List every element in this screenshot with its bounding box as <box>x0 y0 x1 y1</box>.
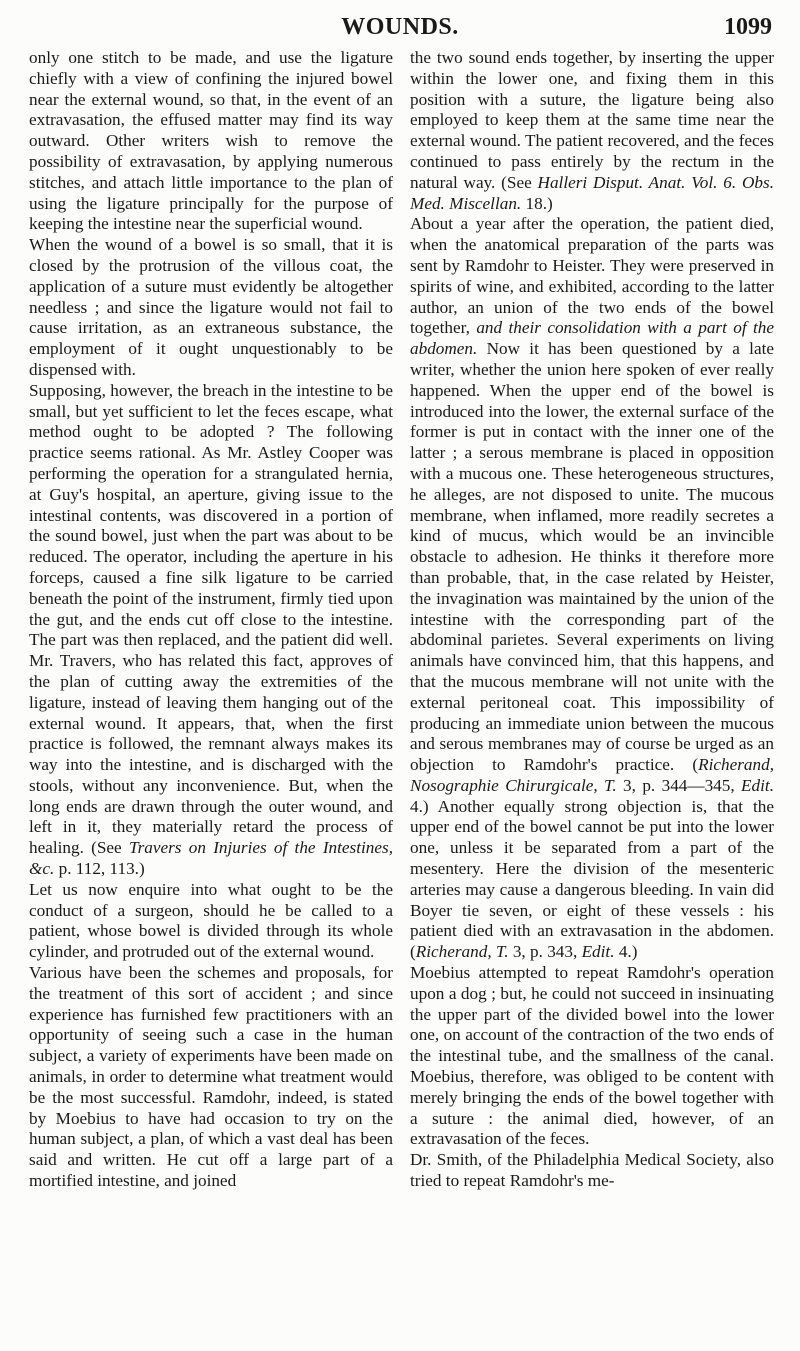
paragraph: Dr. Smith, of the Philadelphia Medical Society, also tried to repeat Ramdohr's me- <box>410 1150 774 1191</box>
paragraph <box>410 48 774 214</box>
running-head <box>0 14 800 48</box>
paragraph <box>410 214 774 963</box>
page-number: 1099 <box>724 14 772 40</box>
citation: Travers on Injuries of the Intestines, &c. <box>29 838 393 879</box>
citation: Edit. <box>741 775 774 795</box>
paragraph-text: p. 112, 113.) <box>54 859 145 879</box>
page-title: WOUNDS. <box>341 14 459 40</box>
paragraph-text: 3, p. 343, <box>508 942 582 962</box>
paragraph-text: the two sound ends together, by inserting the upper within the lower one, and fixing them in this position with a suture, the ligature being also employed to keep them at the same time near the external wound. The patient recovered, and the feces continued to pass entirely by the rectum in the natural way. (See <box>410 48 774 192</box>
citation: Richerand, T. <box>415 942 509 962</box>
paragraph-text: Now it has been questioned by a late writer, whether the union here spoken of ever really happened. When the upper end of the bowel is introduced into the lower, the external surface of the former is put in contact with the inner one of the latter ; a serous membrane is placed in opposition with a mucous one. These heterogeneous structures, he alleges, are not disposed to unite. The mucous membrane, when inflamed, more readily secretes a kind of mucus, which would be an invincible obstacle to adhesion. He thinks it therefore more than probable, that, in the case related by Heister, the invagination was maintained by the union of the intestine with the corresponding part of the abdominal parietes. Several experiments on living animals have convinced him, that this happens, and that the mucous membrane will not unite with the external peritoneal coat. This impossibility of producing an immediate union between the mucous and serous membranes may of course be urged as an objection to Ramdohr's practice. ( <box>410 339 774 775</box>
paragraph-text: Supposing, however, the breach in the intestine to be small, but yet sufficient to let the feces escape, what method ought to be adopted ? The following practice seems rational. As Mr. Astley Cooper was performing the operation for a strangulated hernia, at Guy's hospital, an aperture, giving issue to the intestinal contents, was discovered in a portion of the sound bowel, just when the part was about to be reduced. The operator, including the aperture in his forceps, caused a fine silk ligature to be carried beneath the point of the instrument, firmly tied upon the gut, and the ends cut off close to the intestine. The part was then replaced, and the patient did well. Mr. Travers, who has related this fact, approves of the plan of cutting away the extremities of the ligature, instead of leaving them hanging out of the external wound. It appears, that, when the first practice is followed, the remnant always makes its way into the intestine, and is discharged with the stools, without any inconvenience. But, when the long ends are drawn through the outer wound, and left in it, they materially retard the process of healing. (See <box>29 380 393 858</box>
paragraph-text: 3, p. 344—345, <box>616 775 742 795</box>
emphasis: and their consolidation with a part of the abdomen. <box>410 318 774 359</box>
paragraph: When the wound of a bowel is so small, that it is closed by the protrusion of the villous coat, the application of a suture must evidently be altogether needless ; and since the ligature would not fail to cause irritation, as an extraneous substance, the employment of it ought unquestionably to be dispensed with. <box>29 235 393 379</box>
paragraph: Moebius attempted to repeat Ramdohr's operation upon a dog ; but, he could not succeed in insinuating the upper part of the divided bowel into the lower one, on account of the contraction of the two ends of the intestinal tube, and the smallness of the canal. Moebius, therefore, was obliged to be content with merely bringing the ends of the bowel together with a suture : the animal died, however, of an extravasation of the feces. <box>410 963 774 1149</box>
paragraph: Various have been the schemes and proposals, for the treatment of this sort of accident ; and since experience has furnished few practitioners with an opportunity of seeing such a case in the human subject, a variety of experiments have been made on animals, in order to determine what treatment would be the most successful. Ramdohr, indeed, is stated by Moebius to have had occasion to try on the human subject, a plan, of which a vast deal has been said and written. He cut off a large part of a mortified intestine, and joined <box>29 963 393 1191</box>
paragraph-text: 4.) Another equally strong objection is, that the upper end of the bowel cannot be put into the lower one, unless it be separated from a part of the mesentery. Here the division of the mesenteric arteries may cause a dangerous bleeding. In vain did Boyer tie seven, or eight of these vessels : his patient died with an extravasation in the abdomen. ( <box>410 796 774 962</box>
paragraph: only one stitch to be made, and use the ligature chiefly with a view of confining the injured bowel near the external wound, so that, in the event of an extravasation, the effused matter may find its way outward. Other writers wish to remove the possibility of extravasation, by applying numerous stitches, and attach little importance to the plan of using the ligature principally for the purpose of keeping the intestine near the superficial wound. <box>29 48 393 234</box>
citation: Richerand, Nosographie Chirurgicale, T. <box>410 755 774 795</box>
right-column <box>410 48 774 1338</box>
citation: Edit. <box>581 942 615 962</box>
paragraph <box>29 381 393 880</box>
paragraph-text: 18.) <box>521 193 553 213</box>
paragraph: Let us now enquire into what ought to be the conduct of a surgeon, should he be called to a patient, whose bowel is divided through its whole cylinder, and protruded out of the external wound. <box>29 879 393 962</box>
paragraph-text: About a year after the operation, the patient died, when the anatomical preparation of the parts was sent by Ramdohr to Heister. They were preserved in spirits of wine, and exhibited, according to the latter author, an union of the two ends of the bowel together, <box>410 214 774 338</box>
citation: Halleri Disput. Anat. Vol. 6. Obs. Med. Miscellan. <box>410 172 774 213</box>
left-column <box>29 48 393 1338</box>
paragraph-text: 4.) <box>614 942 638 962</box>
